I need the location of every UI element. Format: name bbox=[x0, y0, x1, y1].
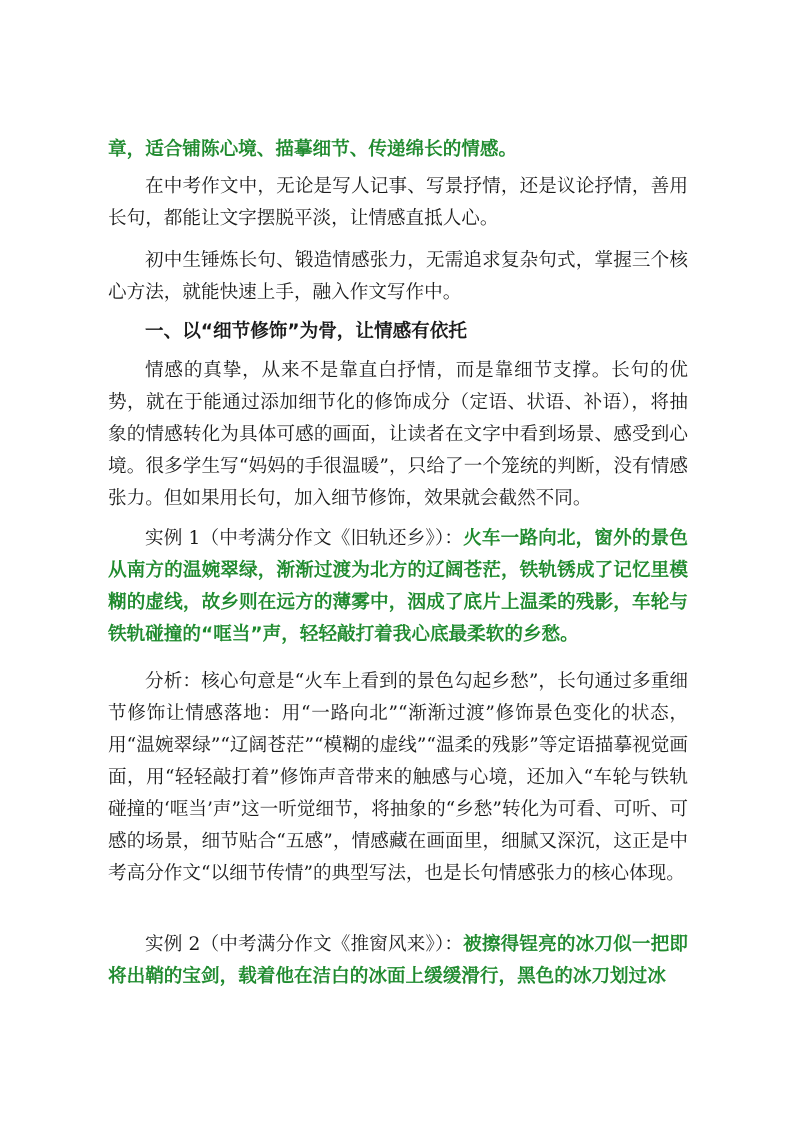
example-1-lead: 实例 1（中考满分作文《旧轨还乡》）： bbox=[145, 528, 464, 549]
analysis-paragraph: 分析：核心句意是“火车上看到的景色勾起乡愁”，长句通过多重细节修饰让情感落地：用“一路向北”“渐渐过渡”修饰景色变化的状态，用“温婉翠绿”“辽阔苍茫”“模糊的虚线”“温柔的残影”等定语描摹视觉画面，用“轻轻敲打着”修饰声音带来的触感与心境，还加入“车轮与铁轨碰撞的‘哐当’声”这一听觉细节，将抽象的“乡愁”转化为可看、可听、可感的场景，细节贴合“五感”，情感藏在画面里，细腻又深沉，这正是中考高分作文“以细节传情”的典型写法，也是长句情感张力的核心体现。 bbox=[108, 671, 688, 884]
section-heading: 一、以“细节修饰”为骨，让情感有依托 bbox=[145, 321, 467, 342]
example-2 bbox=[108, 929, 688, 993]
paragraph-continuation bbox=[108, 134, 688, 166]
paragraph-intro-2: 初中生锤炼长句、锻造情感张力，无需追求复杂句式，掌握三个核心方法，就能快速上手，融入作文写作中。 bbox=[108, 250, 688, 303]
highlighted-text: 章，适合铺陈心境、描摹细节、传递绵长的情感。 bbox=[108, 139, 518, 160]
paragraph-intro-1: 在中考作文中，无论是写人记事、写景抒情，还是议论抒情，善用长句，都能让文字摆脱平淡，让情感直抵人心。 bbox=[108, 176, 688, 229]
example-2-quote: 被擦得锃亮的冰刀似一把即将出鞘的宝剑，载着他在洁白的冰面上缓缓滑行，黑色的冰刀划过冰 bbox=[108, 934, 688, 987]
paragraph-body: 情感的真挚，从来不是靠直白抒情，而是靠细节支撑。长句的优势，就在于能通过添加细节化的修饰成分（定语、状语、补语），将抽象的情感转化为具体可感的画面，让读者在文字中看到场景、感受到心境。很多学生写“妈妈的手很温暖”，只给了一个笼统的判断，没有情感张力。但如果用长句，加入细节修饰，效果就会截然不同。 bbox=[108, 360, 688, 509]
example-1 bbox=[108, 523, 688, 651]
example-2-lead: 实例 2（中考满分作文《推窗风来》）： bbox=[145, 934, 464, 955]
example-1-quote: 火车一路向北，窗外的景色从南方的温婉翠绿，渐渐过渡为北方的辽阔苍茫，铁轨锈成了记忆里模糊的虚线，故乡则在远方的薄雾中，洇成了底片上温柔的残影，车轮与铁轨碰撞的“哐当”声，轻轻敲打着我心底最柔软的乡愁。 bbox=[108, 528, 688, 645]
